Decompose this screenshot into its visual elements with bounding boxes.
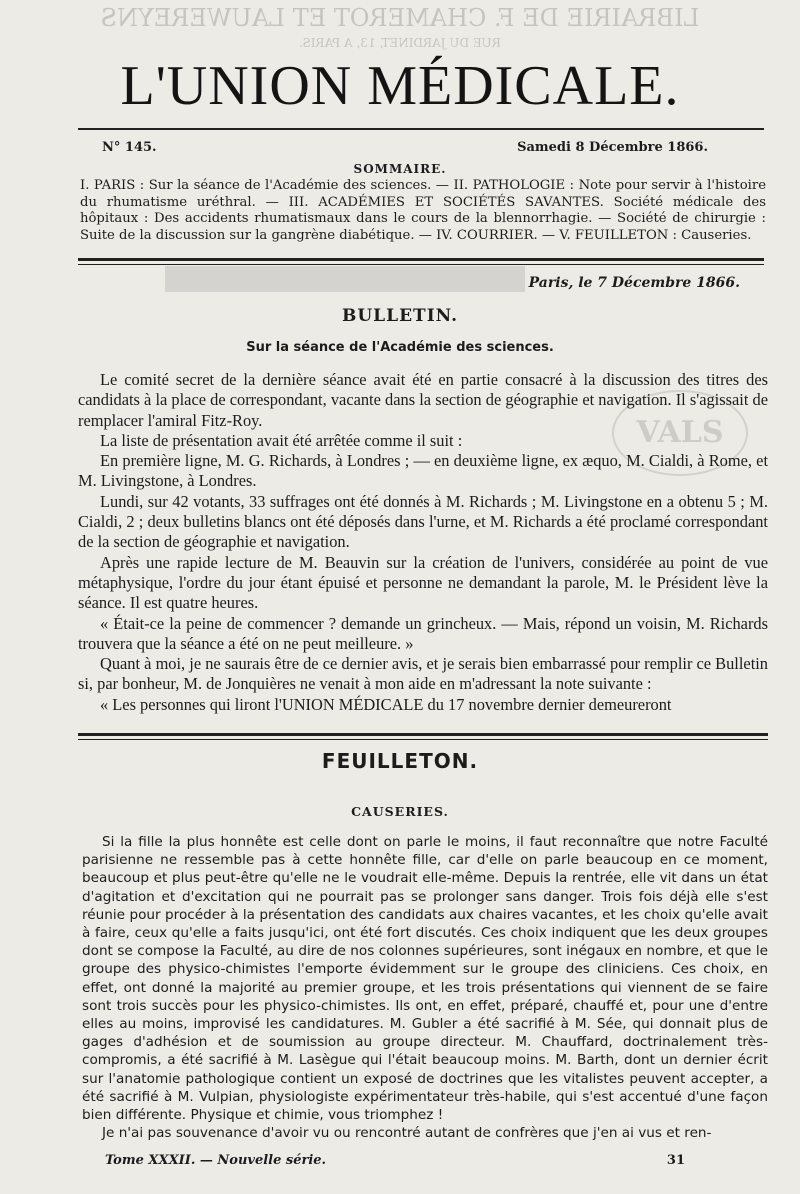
paragraph: Le comité secret de la dernière séance avait été en partie consacré à la discussion des titres des candidats à la place de correspondant, vacante dans la section de géographie et navigation. Il s'agissait de remplacer l'amiral Fitz-Roy. xyxy=(78,370,768,430)
bulletin-subtitle: Sur la séance de l'Académie des sciences. xyxy=(246,340,554,355)
paragraph: Si la fille la plus honnête est celle dont on parle le moins, il faut reconnaître que notre Faculté parisienne ne ressemble pas à cette honnête fille, car d'elle on parle beaucoup en ce moment, beaucoup et plus peut-être qu'elle ne le voudrait elle-même. Depuis la rentrée, elle vit dans un état d'agitation et d'excitation qui ne pourrait pas se prolonger sans danger. Trois fois déjà elle s'est réunie pour procéder à la présentation des candidats aux chaires vacantes, et les choix qu'elle avait à faire, ceux qu'elle a faits jusqu'ici, ont été fort discutés. Ces choix indiquent que les deux groupes dont se compose la Faculté, au dire de nos colonnes supérieures, sont inégaux en nombre, et que le groupe des physico-chimistes l'emporte évidemment sur le groupe des cliniciens. Ces choix, en effet, ont donné la majorité au premier groupe, et les trois présentations qui viennent de se faire sont trois succès pour les physico-chimistes. Ils ont, en effet, préparé, chauffé et, pour une d'entre elles au moins, improvisé les candidatures. M. Gubler a été sacrifié à M. Sée, qui donnait plus de gages d'adhésion et de soumission au groupe directeur. M. Chauffard, doctrinalement très-compromis, a été sacrifié à M. Lasègue qui l'était beaucoup moins. M. Barth, dont un dernier écrit sur l'anatomie pathologique contient un exposé de doctrines que les vitalistes peuvent accepter, a été sacrifié à M. Vulpian, physiologiste expérimentateur très-habile, qui s'est accentué d'une façon bien différente. Physique et chimie, vous triomphez ! xyxy=(82,834,768,1124)
feuilleton-rule xyxy=(78,733,768,736)
masthead-rule xyxy=(78,128,764,130)
paragraph: Je n'ai pas souvenance d'avoir vu ou rencontré autant de confrères que j'en ai vus et ren- xyxy=(102,1125,712,1142)
feuilleton-subtitle: CAUSERIES. xyxy=(351,804,449,819)
library-stamp: VALS xyxy=(612,390,748,476)
page-footer xyxy=(105,1153,685,1168)
bleed-through-text: RUE DU JARDINET, 13, A PARIS. xyxy=(299,36,501,50)
paragraph: Quant à moi, je ne saurais être de ce dernier avis, et je serais bien embarrassé pour remplir ce Bulletin si, par bonheur, M. de Jonquières ne venait à mon aide en m'adressant la note suivante : xyxy=(78,654,768,694)
bleed-through-text: LIBRAIRIE DE F. CHAMEROT ET LAUWEREYNS xyxy=(100,4,700,32)
sommaire-title: SOMMAIRE. xyxy=(353,162,447,176)
paragraph: « Était-ce la peine de commencer ? demande un grincheux. — Mais, répond un voisin, M. Richards trouvera que la séance a été on ne peut meilleure. » xyxy=(78,613,768,653)
masthead: L'UNION MÉDICALE. xyxy=(120,55,680,117)
section-rule xyxy=(78,264,764,265)
paragraph: Après une rapide lecture de M. Beauvin sur la création de l'univers, considérée au point de vue métaphysique, l'ordre du jour étant épuisé et personne ne demandant la parole, M. le Président lève la séance. Il est quatre heures. xyxy=(78,552,768,613)
bulletin-body xyxy=(78,370,768,715)
bleed-through-banner xyxy=(165,266,525,292)
volume-label: Tome XXXII. — Nouvelle série. xyxy=(105,1153,327,1168)
issue-number: N° 145. xyxy=(102,140,157,155)
paragraph: En première ligne, M. G. Richards, à Londres ; — en deuxième ligne, ex æquo, M. Cialdi, à Rome, et M. Livingstone, à Londres. xyxy=(78,451,768,491)
paragraph: La liste de présentation avait été arrêtée comme il suit : xyxy=(100,430,463,450)
section-rule xyxy=(78,258,764,261)
feuilleton-body xyxy=(82,833,768,1142)
sommaire-text: I. PARIS : Sur la séance de l'Académie des sciences. — II. PATHOLOGIE : Note pour servir à l'histoire du rhumatisme uréthral. — III. ACADÉMIES ET SOCIÉTÉS SAVANTES. Société médicale des hôpitaux : Des accidents rhumatismaux dans le cours de la blennorrhagie. — Société de chirurgie : Suite de la discussion sur la gangrène diabétique. — IV. COURRIER. — V. FEUILLETON : Causeries. xyxy=(80,178,766,243)
feuilleton-title: FEUILLETON. xyxy=(321,749,479,773)
issue-date: Samedi 8 Décembre 1866. xyxy=(517,140,708,155)
bulletin-title: BULLETIN. xyxy=(341,306,459,326)
bulletin-dateline: Paris, le 7 Décembre 1866. xyxy=(528,275,740,291)
paragraph: « Les personnes qui liront l'UNION MÉDICALE du 17 novembre dernier demeureront xyxy=(100,694,672,714)
page-number: 31 xyxy=(666,1153,685,1168)
paragraph: Lundi, sur 42 votants, 33 suffrages ont été donnés à M. Richards ; M. Livingstone en a obtenu 5 ; M. Cialdi, 2 ; deux bulletins blancs ont été déposés dans l'urne, et M. Richards a été proclamé correspondant de la section de géographie et navigation. xyxy=(78,491,768,552)
feuilleton-rule xyxy=(78,739,768,740)
